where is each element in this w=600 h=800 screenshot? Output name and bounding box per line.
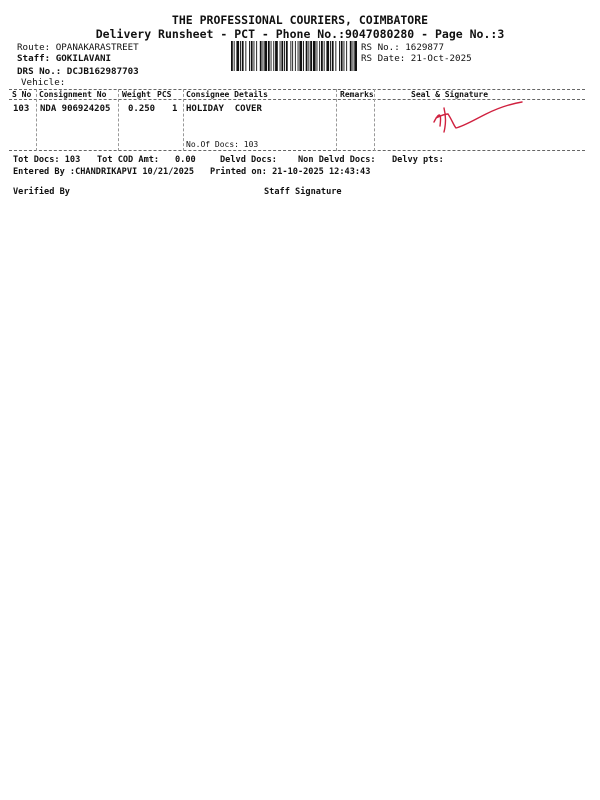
row-sno: 103 (13, 104, 30, 114)
barcode-image (231, 41, 357, 71)
col-header-weight: Weight (122, 90, 151, 99)
col-header-seal-signature: Seal & Signature (411, 90, 489, 99)
tot-docs: Tot Docs: 103 (13, 155, 81, 165)
printed-on: Printed on: 21-10-2025 12:43:43 (210, 167, 371, 177)
tot-cod-label: Tot COD Amt: (97, 155, 160, 165)
delvd-docs: Delvd Docs: (220, 155, 277, 165)
verified-by-label: Verified By (13, 187, 70, 197)
rs-number: RS No.: 1629877 (361, 42, 444, 53)
no-of-docs: No.Of Docs: 103 (186, 140, 259, 149)
handwritten-signature (430, 100, 526, 136)
row-pcs: 1 (172, 104, 178, 114)
row-weight: 0.250 (128, 104, 156, 114)
rs-date: RS Date: 21-Oct-2025 (361, 53, 472, 64)
col-header-sno: S No (12, 90, 32, 99)
tot-cod-value: 0.00 (175, 155, 196, 165)
route-label: Route: OPANAKARASTREET (17, 42, 139, 53)
col-header-pcs: PCS (157, 90, 172, 99)
row-consignment-no: NDA 906924205 (40, 104, 111, 114)
staff-label: Staff: GOKILAVANI (17, 53, 112, 64)
entered-by: Entered By :CHANDRIKAPVI 10/21/2025 (13, 167, 195, 177)
drs-number: DRS No.: DCJB162987703 (17, 66, 139, 77)
col-header-consignment: Consignment No (39, 90, 107, 99)
col-header-consignee: Consignee Details (186, 90, 268, 99)
non-delvd-docs: Non Delvd Docs: (298, 155, 376, 165)
col-header-remarks: Remarks (340, 90, 374, 99)
company-title: THE PROFESSIONAL COURIERS, COIMBATORE (171, 13, 429, 27)
runsheet-subtitle: Delivery Runsheet - PCT - Phone No.:9047080280 - Page No.:3 (95, 27, 505, 41)
vehicle-label: Vehicle: (21, 77, 66, 88)
row-consignee-details: HOLIDAY COVER (186, 104, 262, 114)
staff-signature-label: Staff Signature (264, 187, 342, 197)
delvy-pts: Delvy pts: (392, 155, 444, 165)
